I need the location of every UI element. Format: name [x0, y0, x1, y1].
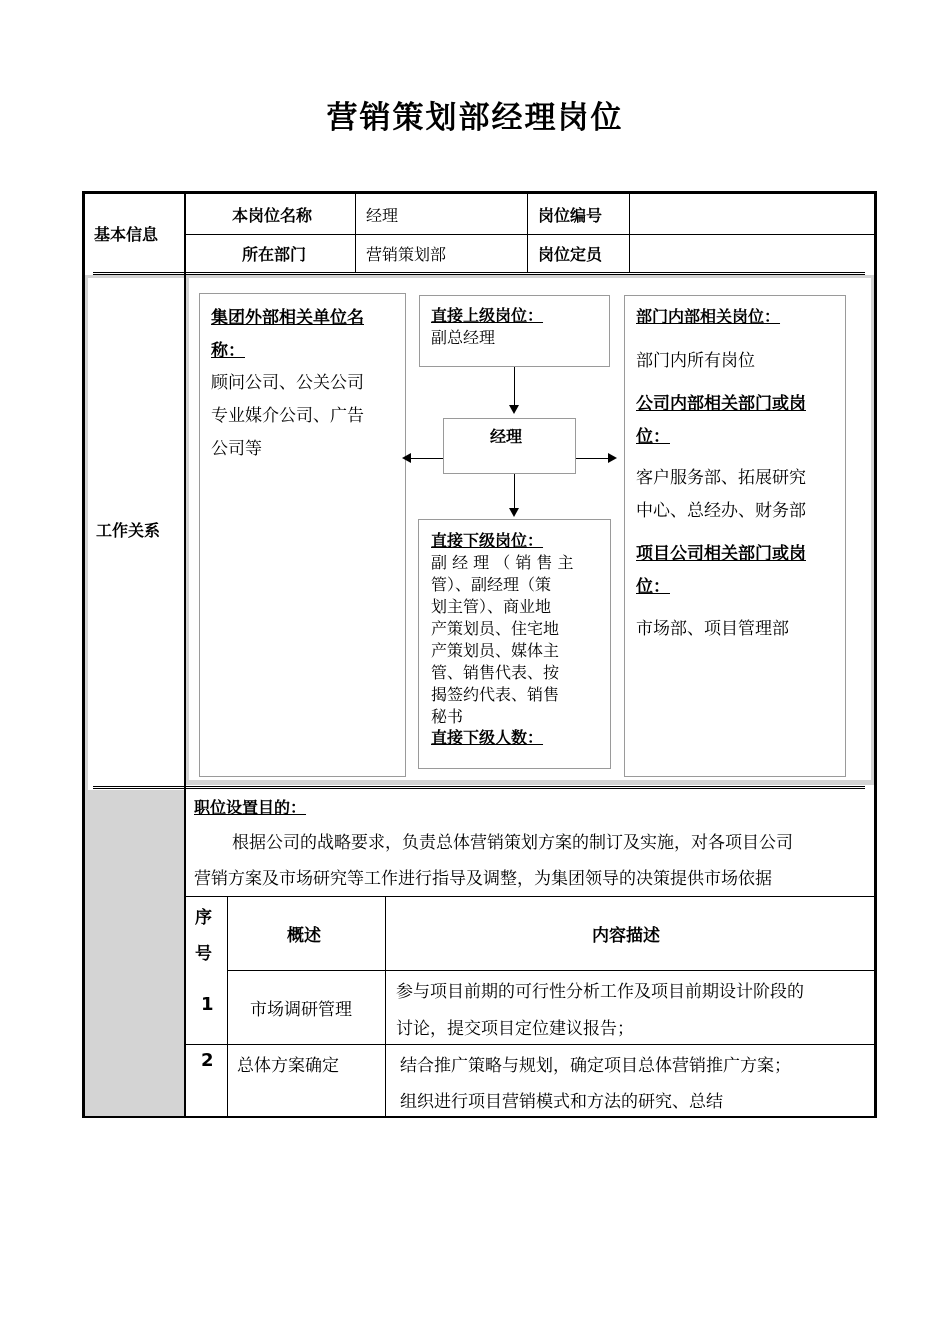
- internal-heading: 部门内部相关岗位：: [636, 307, 781, 326]
- department-label: 所在部门: [242, 245, 307, 264]
- company-heading-cont: 位：: [636, 427, 670, 447]
- arrow-left-icon: [402, 453, 411, 463]
- superior-heading: 直接上级岗位：: [431, 306, 544, 325]
- superior-value: 副总经理: [431, 328, 496, 347]
- internal-value: 部门内所有岗位: [636, 351, 755, 371]
- arrow-down-icon: [509, 405, 519, 414]
- subordinate-line: 揭签约代表、销售: [431, 685, 560, 704]
- connector-line: [411, 458, 443, 459]
- external-units-box: [199, 293, 406, 777]
- shade-strip: [186, 780, 874, 785]
- shade-strip: [871, 278, 874, 784]
- company-line: 客户服务部、拓展研究: [636, 468, 806, 488]
- subordinate-heading: 直接下级岗位：: [431, 531, 544, 550]
- job-name-label: 本岗位名称: [232, 206, 313, 225]
- project-heading-cont: 位：: [636, 577, 670, 597]
- col-header-no: 序: [195, 908, 212, 928]
- subordinate-line: 副 经 理 （ 销 售 主: [431, 553, 574, 572]
- table-bottom-edge: [82, 1116, 877, 1118]
- project-value: 市场部、项目管理部: [636, 619, 789, 639]
- external-line: 公司等: [211, 439, 262, 459]
- shade-block: [88, 790, 184, 1118]
- col-header-description: 内容描述: [592, 926, 660, 946]
- job-code-label: 岗位编号: [538, 206, 603, 225]
- subordinate-line: 产策划员、媒体主: [431, 641, 560, 660]
- job-name-value: 经理: [366, 206, 399, 225]
- arrow-right-icon: [608, 453, 617, 463]
- duties-col-divider-2: [385, 897, 386, 1118]
- section-label-work: 工作关系: [96, 521, 161, 540]
- external-line: 顾问公司、公关公司: [211, 373, 364, 393]
- table-row-description: 组织进行项目营销模式和方法的研究、总结: [400, 1092, 723, 1112]
- table-right-border: [874, 191, 877, 1118]
- col-header-no-cont: 号: [195, 944, 212, 964]
- duties-col-divider-1: [227, 897, 228, 1118]
- external-heading: 集团外部相关单位名: [211, 308, 364, 328]
- purpose-text-line: 根据公司的战略要求，负责总体营销策划方案的制订及实施，对各项目公司: [232, 833, 793, 853]
- external-line: 专业媒介公司、广告: [211, 406, 364, 426]
- headcount-label: 岗位定员: [538, 245, 603, 264]
- external-heading-cont: 称：: [211, 341, 245, 361]
- subordinate-line: 管）、副经理（策: [431, 575, 552, 594]
- table-top-border: [82, 191, 877, 194]
- table-row-summary: 市场调研管理: [250, 1000, 352, 1020]
- table-row-summary: 总体方案确定: [237, 1056, 339, 1076]
- table-row-number: 1: [201, 994, 214, 1015]
- duties-row-divider: [186, 1044, 874, 1045]
- project-heading: 项目公司相关部门或岗: [636, 544, 806, 564]
- subordinate-count-label: 直接下级人数：: [431, 728, 544, 747]
- table-row-description: 结合推广策略与规划，确定项目总体营销推广方案；: [400, 1056, 791, 1076]
- connector-line: [514, 367, 515, 407]
- table-row-description: 参与项目前期的可行性分析工作及项目前期设计阶段的: [396, 982, 804, 1002]
- company-line: 中心、总经办、财务部: [636, 501, 806, 521]
- subordinate-line: 产策划员、住宅地: [431, 619, 560, 638]
- basic-col-divider-2: [527, 194, 528, 273]
- connector-line: [514, 474, 515, 510]
- basic-col-divider-1: [355, 194, 356, 273]
- basic-col-divider-3: [629, 194, 630, 273]
- duties-header-bottom: [228, 970, 874, 971]
- section-label-basic: 基本信息: [94, 225, 159, 244]
- section-divider-2a: [93, 786, 865, 787]
- subordinate-line: 秘书: [431, 707, 464, 726]
- shade-strip: [186, 275, 874, 278]
- purpose-heading: 职位设置目的：: [194, 798, 307, 817]
- current-position-label: 经理: [490, 427, 523, 446]
- connector-line: [576, 458, 608, 459]
- page-title: 营销策划部经理岗位: [326, 100, 624, 136]
- department-value: 营销策划部: [366, 245, 447, 264]
- table-row-description: 讨论，提交项目定位建议报告；: [396, 1019, 634, 1039]
- arrow-down-icon: [509, 508, 519, 517]
- shade-strip: [85, 275, 184, 278]
- basic-row-divider: [186, 234, 874, 235]
- subordinate-line: 管、销售代表、按: [431, 663, 560, 682]
- section-divider-1a: [93, 272, 865, 273]
- subordinate-line: 划主管）、商业地: [431, 597, 552, 616]
- company-heading: 公司内部相关部门或岗: [636, 394, 806, 414]
- purpose-text-line: 营销方案及市场研究等工作进行指导及调整，为集团领导的决策提供市场依据: [194, 869, 772, 889]
- section-divider-2b: [93, 788, 865, 789]
- shade-strip: [186, 278, 189, 784]
- col-header-summary: 概述: [287, 926, 321, 946]
- duties-header-top: [186, 896, 874, 897]
- table-row-number: 2: [201, 1050, 214, 1071]
